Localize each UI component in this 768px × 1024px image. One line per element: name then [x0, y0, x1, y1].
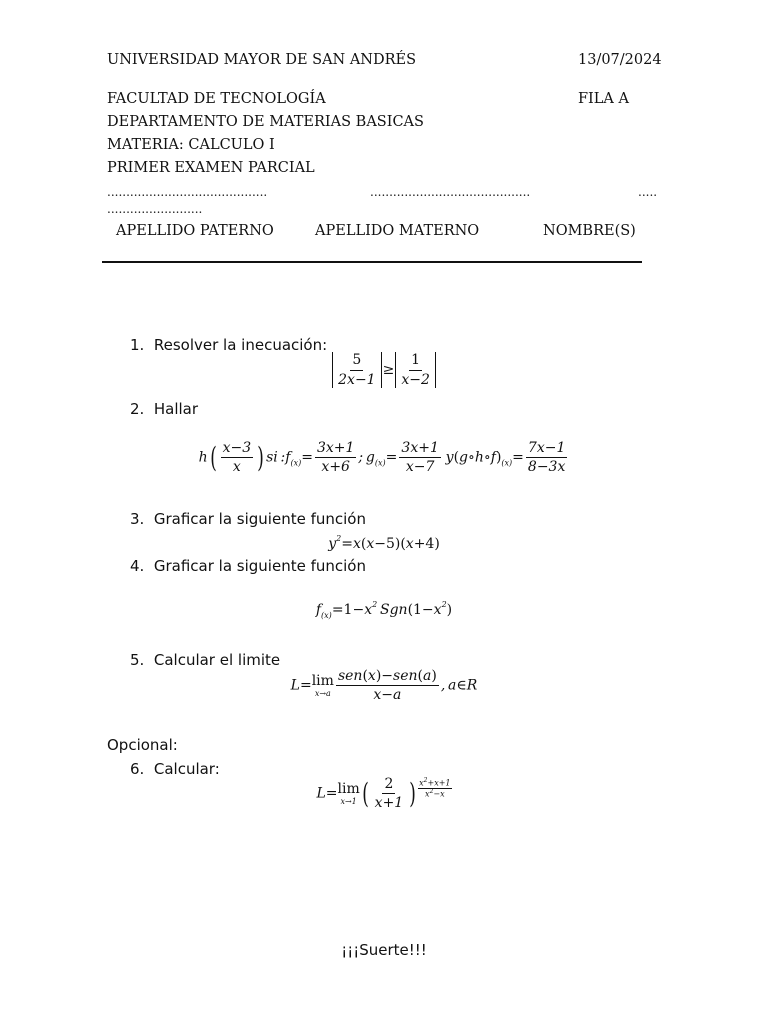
optional-label: Opcional: — [107, 736, 178, 754]
question-number: 6. — [130, 760, 145, 778]
formula-graph-2: $f_{(x)}=1-x^2$ $Sgn(1-x^2)$ — [315, 600, 453, 620]
names-blank-continued: ......................... — [107, 202, 203, 216]
row-label: FILA A — [578, 91, 629, 107]
label-maternal-surname: APELLIDO MATERNO — [315, 223, 480, 239]
question-text: Calcular el limite — [153, 651, 281, 669]
question-4 — [130, 557, 366, 575]
question-3 — [130, 510, 366, 528]
formula-graph-1: $y^2=x(x-5)(x+4)$ — [328, 534, 440, 552]
question-number: 1. — [130, 336, 145, 354]
subject-name: MATERIA: CALCULO I — [107, 137, 275, 153]
names-blank: ..... — [638, 185, 658, 199]
question-text: Calcular: — [153, 760, 220, 778]
formula-limit-1: L= lim x→a $\frac{\text{sen(x)−sen(a)}}{x-a}$ , a∈R — [290, 668, 478, 704]
faculty-name: FACULTAD DE TECNOLOGÍA — [107, 91, 326, 107]
question-text: Hallar — [153, 400, 199, 418]
label-names: NOMBRE(S) — [543, 223, 636, 239]
university-name: UNIVERSIDAD MAYOR DE SAN ANDRÉS — [107, 52, 417, 68]
formula-inequality: $\frac{5}{2x-1}$ ≥ $\frac{1}{x-2}$ — [0, 352, 768, 388]
label-paternal-surname: APELLIDO PATERNO — [116, 223, 274, 239]
question-text: Graficar la siguiente función — [153, 510, 366, 528]
paternal-name-blank: .......................................... — [107, 185, 268, 199]
footer-good-luck: ¡¡¡Suerte!!! — [341, 941, 427, 959]
question-text: Graficar la siguiente función — [153, 557, 366, 575]
question-number: 3. — [130, 510, 145, 528]
formula-limit-2: L= lim x→1 ( $\frac{2}{x+1}$ ) $\frac{x^2+x+1}{x^2-x}$ — [316, 776, 451, 812]
question-5 — [130, 651, 280, 669]
header-divider — [102, 261, 642, 263]
exam-title: PRIMER EXAMEN PARCIAL — [107, 160, 315, 176]
question-number: 4. — [130, 557, 145, 575]
question-number: 2. — [130, 400, 145, 418]
question-2 — [130, 400, 198, 418]
maternal-name-blank: .......................................... — [370, 185, 531, 199]
department-name: DEPARTAMENTO DE MATERIAS BASICAS — [107, 114, 424, 130]
exam-date: 13/07/2024 — [578, 52, 662, 68]
question-number: 5. — [130, 651, 145, 669]
formula-composition: h( $\frac{x-3}{x}$ ) si $:f_{(x)}=$ $\frac{3x+1}{x+6}$ ; $g_{(x)}=$ $\frac{3x+1}{x-7}$ $y(g\circ h\circ f)_{(x)}=$ $\frac{7x-1}{8-3x}$ — [198, 440, 566, 476]
question-text: Resolver la inecuación: — [153, 336, 328, 354]
